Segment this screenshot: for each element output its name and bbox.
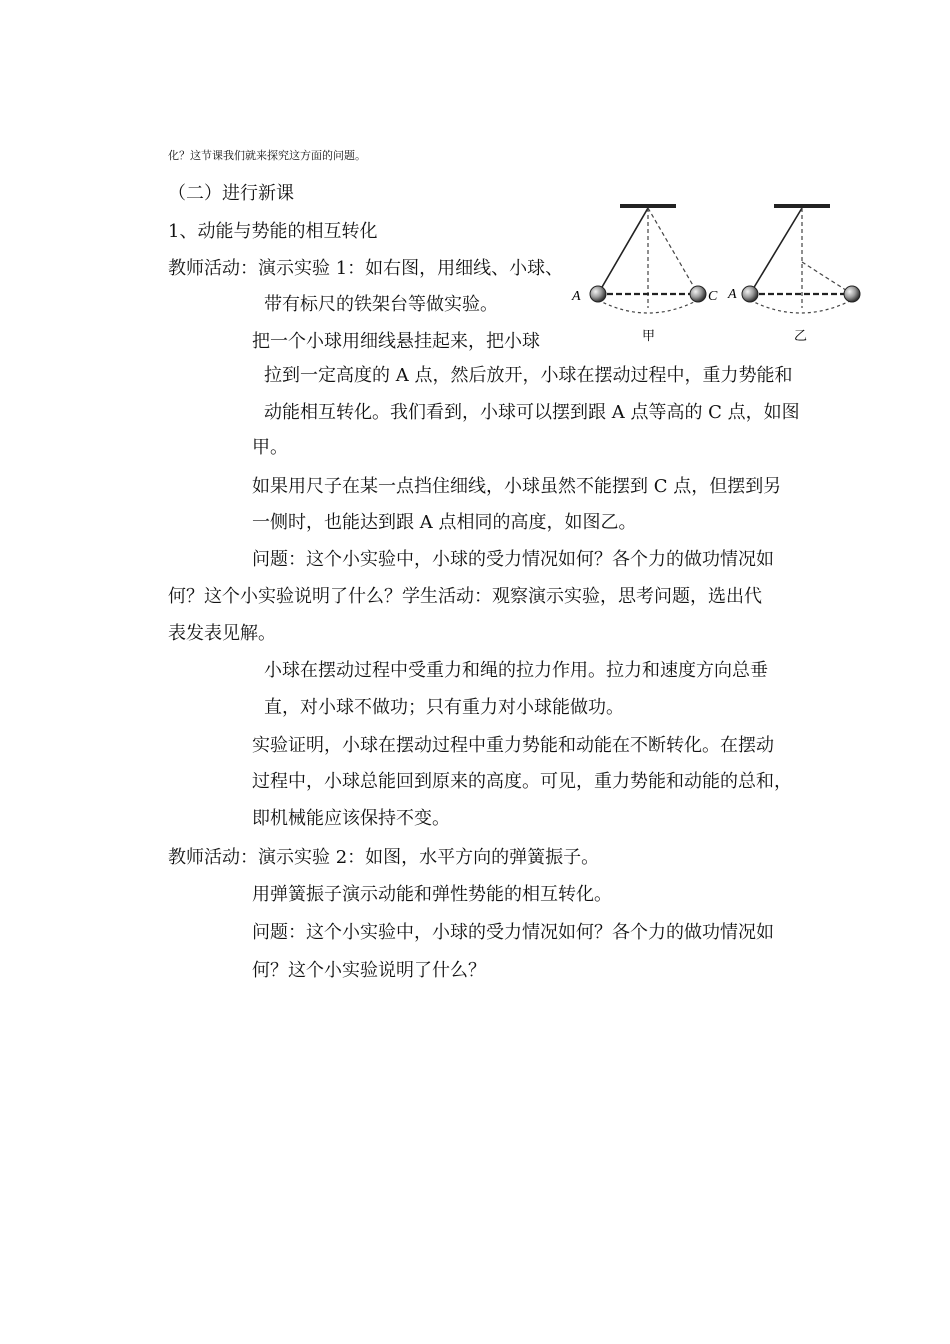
paragraph-line: 动能相互转化。我们看到，小球可以摆到跟 A 点等高的 C 点，如图 [264,402,800,423]
section-heading: （二）进行新课 [168,183,294,204]
paragraph-line: 甲。 [252,437,288,458]
paragraph-line: 教师活动：演示实验 1：如右图，用细线、小球、 [168,258,564,279]
ball-a [590,286,606,302]
paragraph-line: 何？这个小实验说明了什么？ [252,960,486,981]
label-a: A [572,289,581,304]
string-line [598,208,648,294]
dashed-short-string [802,262,852,294]
paragraph-line: 问题：这个小实验中，小球的受力情况如何？各个力的做功情况如 [252,549,774,570]
swing-arc [750,300,852,313]
paragraph-line: 一侧时，也能达到跟 A 点相同的高度，如图乙。 [252,512,637,533]
pendulum-figure [568,196,868,356]
subsection-heading: 1、动能与势能的相互转化 [168,221,378,242]
paragraph-line: 如果用尺子在某一点挡住细线，小球虽然不能摆到 C 点，但摆到另 [252,476,782,497]
string-line [750,208,802,294]
ball-c [690,286,706,302]
paragraph-line: 拉到一定高度的 A 点，然后放开，小球在摆动过程中，重力势能和 [264,365,793,386]
pendulum-left [571,206,718,344]
paragraph-line: 用弹簧振子演示动能和弹性势能的相互转化。 [252,884,612,905]
paragraph-line: 问题：这个小实验中，小球的受力情况如何？各个力的做功情况如 [252,922,774,943]
paragraph-line: 把一个小球用细线悬挂起来，把小球 [252,331,540,352]
caption-left: 甲 [642,329,656,344]
paragraph-line: 直，对小球不做功；只有重力对小球能做功。 [264,697,624,718]
caption-right: 乙 [794,329,808,344]
pendulum-right [727,206,860,344]
label-c: C [708,289,718,304]
paragraph-line: 教师活动：演示实验 2：如图，水平方向的弹簧振子。 [168,847,600,868]
dashed-string [648,208,698,294]
paragraph-line: 实验证明，小球在摆动过程中重力势能和动能在不断转化。在摆动 [252,735,774,756]
paragraph-line: 即机械能应该保持不变。 [252,808,450,829]
label-a: A [728,287,737,302]
intro-line: 化？这节课我们就来探究这方面的问题。 [168,149,366,162]
ball-a [742,286,758,302]
paragraph-line: 小球在摆动过程中受重力和绳的拉力作用。拉力和速度方向总垂 [264,660,768,681]
ball-right [844,286,860,302]
paragraph-line: 何？这个小实验说明了什么？学生活动：观察演示实验，思考问题，选出代 [168,586,762,607]
paragraph-line: 带有标尺的铁架台等做实验。 [264,294,498,315]
paragraph-line: 表发表见解。 [168,623,276,644]
paragraph-line: 过程中，小球总能回到原来的高度。可见，重力势能和动能的总和， [252,771,792,792]
